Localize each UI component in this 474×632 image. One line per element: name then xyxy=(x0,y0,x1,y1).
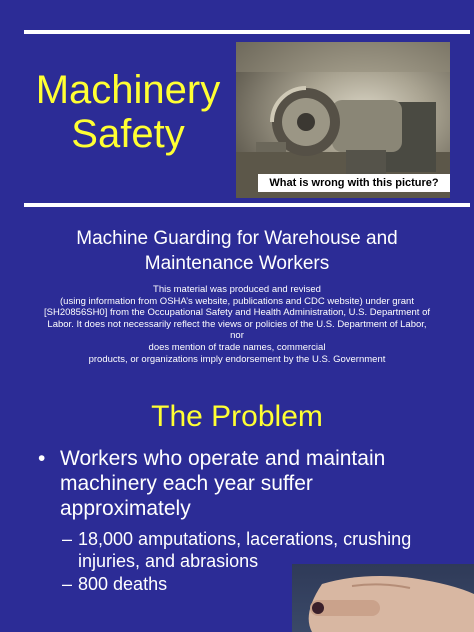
disclaimer-line: This material was produced and revised xyxy=(153,284,321,295)
bullet-marker: • xyxy=(38,447,46,470)
dash-marker: – xyxy=(62,574,73,594)
bullet-line: approximately xyxy=(60,497,191,520)
bullet-line: machinery each year suffer xyxy=(60,472,313,495)
disclaimer-line: products, or organizations imply endorsement by the U.S. Government xyxy=(88,353,386,365)
subtitle-line-1: Machine Guarding for Warehouse and xyxy=(76,228,398,249)
bullet-line: Workers who operate and maintain xyxy=(60,447,386,470)
grant-disclaimer xyxy=(40,284,434,365)
slide-title: The Problem xyxy=(151,400,323,433)
sub-bullet-line: 18,000 amputations, lacerations, crushing xyxy=(78,529,412,549)
top-divider xyxy=(24,30,470,34)
disclaimer-line: Labor. It does not necessarily reflect the views or policies of the U.S. Department of Labor, nor xyxy=(47,318,427,342)
injured-hand-photo xyxy=(292,564,474,632)
title-line-2: Safety xyxy=(71,112,185,156)
sub-bullet-line: 800 deaths xyxy=(78,574,168,594)
slide-subtitle xyxy=(20,226,454,276)
title-line-1: Machinery xyxy=(35,68,221,112)
middle-divider xyxy=(24,203,470,207)
disclaimer-line: (using information from OSHA’s website, publications and CDC website) under grant xyxy=(60,295,414,307)
slide-the-problem xyxy=(0,382,474,632)
slide-title xyxy=(18,68,238,156)
dash-marker: – xyxy=(62,529,73,549)
disclaimer-line: does mention of trade names, commercial xyxy=(148,341,326,353)
subtitle-line-2: Maintenance Workers xyxy=(144,253,330,274)
sub-bullet-line: injuries, and abrasions xyxy=(78,551,259,571)
hand-illustration xyxy=(292,564,474,632)
bullet-text xyxy=(60,446,420,521)
photo-caption: What is wrong with this picture? xyxy=(258,174,450,192)
disclaimer-line: [SH20856SH0] from the Occupational Safety and Health Administration, U.S. Department of xyxy=(43,307,430,319)
bench-grinder-photo xyxy=(236,42,450,198)
